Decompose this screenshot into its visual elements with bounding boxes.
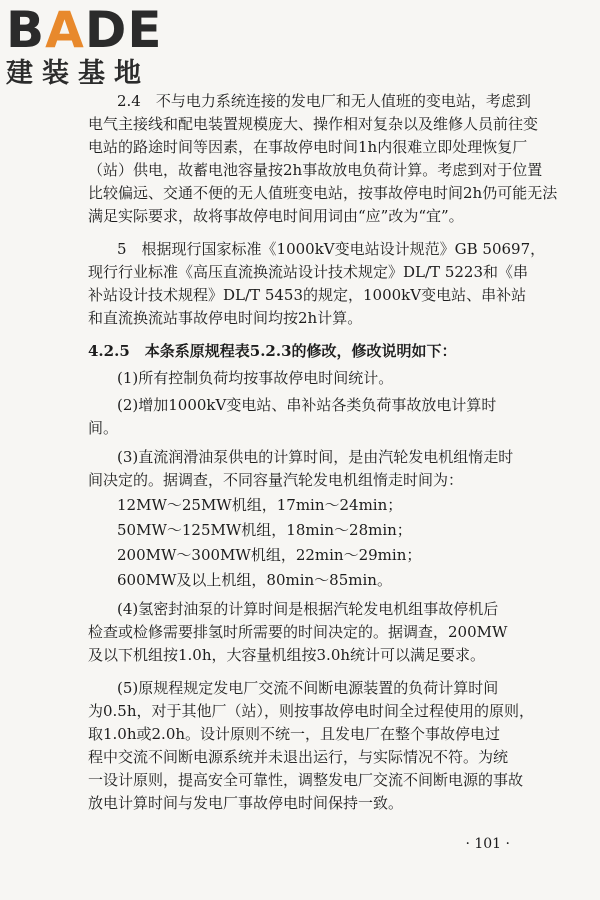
section-heading: 4.2.5 本条系原规程表5.2.3的修改，修改说明如下：	[88, 342, 457, 360]
text-line: 50MW～125MW机组，18min～28min；	[117, 521, 412, 539]
text-line: 电气主接线和配电装置规模庞大、操作相对复杂以及维修人员前往变	[88, 115, 539, 133]
text-line: 12MW～25MW机组，17min～24min；	[117, 496, 403, 514]
text-line: 及以下机组按1.0h，大容量机组按3.0h统计可以满足要求。	[88, 646, 486, 664]
text-line: 200MW～300MW机组，22min～29min；	[117, 546, 422, 564]
text-line: 间决定的。据调查，不同容量汽轮发电机组惰走时间为：	[88, 471, 464, 489]
text-line: (4)氢密封油泵的计算时间是根据汽轮发电机组事故停机后	[117, 600, 499, 618]
logo-wordmark	[6, 1, 176, 59]
text-line: 电站的路途时间等因素，在事故停电时间1h内很难立即处理恢复厂	[88, 138, 528, 156]
text-line: 比较偏远、交通不便的无人值班变电站，按事故停电时间2h仍可能无法	[88, 184, 558, 202]
logo-letters-de: DE	[84, 1, 163, 59]
text-line: 5 根据现行国家标准《1000kV变电站设计规范》GB 50697，	[117, 240, 546, 258]
text-line: 满足实际要求，故将事故停电时间用词由“应”改为“宜”。	[88, 207, 464, 225]
logo-letter-b: B	[6, 1, 46, 59]
page-number: · 101 ·	[465, 836, 510, 852]
text-line: 为0.5h，对于其他厂（站），则按事故停电时间全过程使用的原则，	[88, 702, 535, 720]
text-line: (1)所有控制负荷均按事故停电时间统计。	[117, 369, 394, 387]
text-line: 600MW及以上机组，80min～85min。	[117, 571, 392, 589]
text-line: 2.4 不与电力系统连接的发电厂和无人值班的变电站，考虑到	[117, 92, 531, 110]
text-line: (3)直流润滑油泵供电的计算时间，是由汽轮发电机组惰走时	[117, 448, 514, 466]
text-line: 一设计原则，提高安全可靠性，调整发电厂交流不间断电源的事故	[88, 771, 524, 789]
text-line: 取1.0h或2.0h。设计原则不统一，且发电厂在整个事故停电过	[88, 725, 501, 743]
text-line: 检查或检修需要排氢时所需要的时间决定的。据调查，200MW	[88, 623, 508, 641]
text-line: 间。	[88, 419, 119, 437]
text-line: 和直流换流站事故停电时间均按2h计算。	[88, 309, 363, 327]
text-line: 放电计算时间与发电厂事故停电时间保持一致。	[88, 794, 404, 812]
text-line: 程中交流不间断电源系统并未退出运行，与实际情况不符。为统	[88, 748, 509, 766]
text-line: (2)增加1000kV变电站、串补站各类负荷事故放电计算时	[117, 396, 497, 414]
text-line: 现行行业标准《高压直流换流站设计技术规定》DL/T 5223和《串	[88, 263, 528, 281]
text-line: （站）供电，故蓄电池容量按2h事故放电负荷计算。考虑到对于位置	[88, 161, 543, 179]
text-line: 补站设计技术规程》DL/T 5453的规定，1000kV变电站、串补站	[88, 286, 527, 304]
logo-letter-a: A	[45, 1, 85, 59]
logo-subtitle: 建装基地	[6, 58, 150, 89]
site-logo	[6, 1, 176, 90]
text-line: (5)原规程规定发电厂交流不间断电源装置的负荷计算时间	[117, 679, 499, 697]
